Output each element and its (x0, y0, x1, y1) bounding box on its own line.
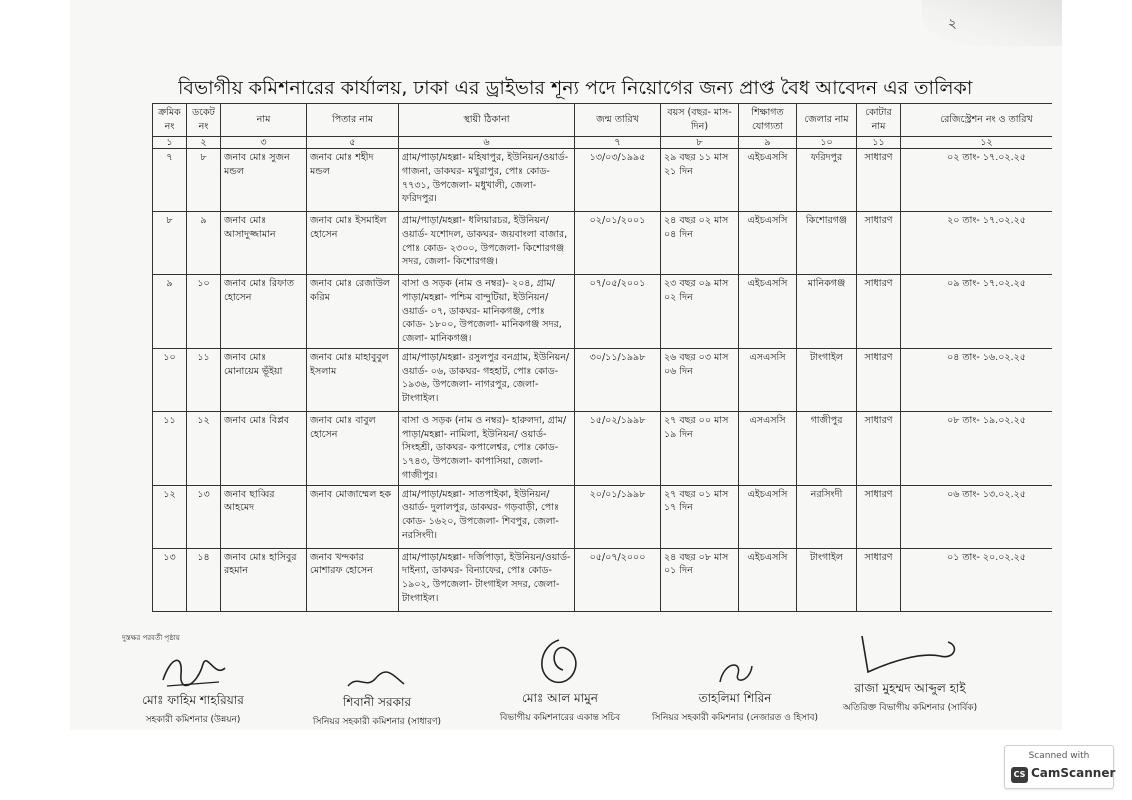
cell-quota: সাধারণ (857, 548, 901, 611)
signatory-role: সিনিয়র সহকারী কমিশনার (সাধারণ) (312, 717, 442, 727)
cell-registration: ০৮ তাং- ১৯.০২.২৫ (901, 411, 1053, 485)
cell-quota: সাধারণ (857, 411, 901, 485)
cell-name: জনাব মোঃ বিপ্লব (221, 411, 307, 485)
table-row (153, 548, 1053, 611)
header-name: নাম (221, 104, 307, 137)
cell-father: জনাব মোঃ রেজাউল করিম (307, 275, 399, 349)
cell-father: জনাব মোঃ বাবুল হোসেন (307, 411, 399, 485)
cell-dob: ৩০/১১/১৯৯৮ (575, 348, 661, 411)
camscanner-badge (1004, 745, 1114, 789)
cell-serial: ১০ (153, 348, 187, 411)
cell-quota: সাধারণ (857, 348, 901, 411)
cell-dob: ১৫/০২/১৯৯৮ (575, 411, 661, 485)
cell-docket: ৯ (187, 212, 221, 275)
signatory-role: অতিরিক্ত বিভাগীয় কমিশনার (সার্বিক) (842, 703, 978, 713)
applicant-table-wrapper (152, 103, 1052, 625)
header-address: স্থায়ী ঠিকানা (399, 104, 575, 137)
column-number: ১ (153, 137, 187, 149)
table-row (153, 149, 1053, 212)
cell-docket: ১১ (187, 348, 221, 411)
signatory-name: মোঃ ফাহিম শাহরিয়ার (142, 693, 244, 707)
cell-dob: ২০/০১/১৯৯৮ (575, 485, 661, 548)
handwritten-signature-5 (850, 632, 970, 678)
column-number: ৯ (739, 137, 797, 149)
cell-age: ২৪ বছর ০২ মাস ০৪ দিন (661, 212, 739, 275)
cell-registration: ০২ তাং- ১৭.০২.২৫ (901, 149, 1053, 212)
cell-father: জনাব মোঃ শহীদ মন্ডল (307, 149, 399, 212)
cell-serial: ১১ (153, 411, 187, 485)
cell-district: নরসিংদী (797, 485, 857, 548)
header-registration: রেজিস্ট্রেশন নং ও তারিখ (901, 104, 1053, 137)
column-number (901, 137, 1053, 149)
column-number: ৫ (307, 137, 399, 149)
cell-address: গ্রাম/পাড়া/মহল্লা- মহিষাপুর, ইউনিয়ন/ওয়ার্ড- গাজনা, ডাকঘর- মথুরাপুর, পোঃ কোড- ৭৭৩১, উপজেলা- মধুখালী, জেলা- ফরিদপুর। (399, 149, 575, 212)
cell-address: গ্রাম/পাড়া/মহল্লা- ধলিয়ারচর, ইউনিয়ন/ ওয়ার্ড- যশোদল, ডাকঘর- জয়বাংলা বাজার, পোঃ কোড- ২৩০০, উপজেলা- কিশোরগঞ্জ সদর, জেলা- কিশোরগঞ্জ। (399, 212, 575, 275)
signatory-role: সহকারী কমিশনার (উন্নয়ন) (145, 715, 241, 725)
cell-district: মানিকগঞ্জ (797, 275, 857, 349)
cell-age: ২৭ বছর ০০ মাস ১৯ দিন (661, 411, 739, 485)
cell-age: ২৬ বছর ০৩ মাস ০৬ দিন (661, 348, 739, 411)
cell-education: এইচএসসি (739, 149, 797, 212)
signature-area (70, 630, 1062, 730)
cell-dob: ০৫/০৭/২০০০ (575, 548, 661, 611)
cell-registration: ০৬ তাং- ১৩.০২.২৫ (901, 485, 1053, 548)
cell-address: বাসা ও সড়ক (নাম ও নম্বর)- ২০৪, গ্রাম/পাড়া/মহল্লা- পশ্চিম বান্দুটিয়া, ইউনিয়ন/ওয়ার্ড- ০৭, ডাকঘর- মানিকগঞ্জ, পোঃ কোড- ১৮০০, উপজেলা- মানিকগঞ্জ সদর, জেলা- মানিকগঞ্জ। (399, 275, 575, 349)
header-father: পিতার নাম (307, 104, 399, 137)
badge-caption: Scanned with (1028, 751, 1090, 761)
cell-dob: ১৩/০৩/১৯৯৫ (575, 149, 661, 212)
header-age: বয়স (বছর- মাস- দিন) (661, 104, 739, 137)
cell-docket: ১০ (187, 275, 221, 349)
cell-district: গাজীপুর (797, 411, 857, 485)
handwritten-signature-4 (710, 656, 760, 688)
cell-age: ২৭ বছর ০১ মাস ১৭ দিন (661, 485, 739, 548)
cell-name: জনাব মোঃ হাসিবুর রহমান (221, 548, 307, 611)
header-dob: জন্ম তারিখ (575, 104, 661, 137)
cell-registration: ০১ তাং- ২০.০২.২৫ (901, 548, 1053, 611)
cell-serial: ১৩ (153, 548, 187, 611)
signature-block-1 (118, 648, 268, 727)
column-number-11: ১২ (980, 137, 993, 148)
cell-father: জনাব খন্দকার মোশারফ হোসেন (307, 548, 399, 611)
document-title: বিভাগীয় কমিশনারের কার্যালয়, ঢাকা এর ড্রাইভার শূন্য পদে নিয়োগের জন্য প্রাপ্ত বৈধ আবেদন এর তালিকা (178, 77, 973, 99)
applicant-rows (153, 149, 1053, 612)
header-docket: ডকেট নং (187, 104, 221, 137)
camscanner-logo-icon: CS (1011, 767, 1028, 783)
column-number: ৮ (661, 137, 739, 149)
handwritten-signature-1 (153, 648, 233, 690)
cell-district: টাংগাইল (797, 548, 857, 611)
cell-quota: সাধারণ (857, 149, 901, 212)
header-serial: ক্রমিক নং (153, 104, 187, 137)
cell-address: বাসা ও সড়ক (নাম ও নম্বর)- হারুলদা, গ্রাম/পাড়া/মহল্লা- নামিলা, ইউনিয়ন/ ওয়ার্ড- সিংহশ্রী, ডাকঘর- কপালেশ্বর, পোঃ কোড- ১৭৪৩, উপজেলা- কাপাসিয়া, জেলা- গাজীপুর। (399, 411, 575, 485)
cell-docket: ১৪ (187, 548, 221, 611)
cell-registration: ২০ তাং- ১৭.০২.২৫ (901, 212, 1053, 275)
cell-education: এসএসসি (739, 348, 797, 411)
cell-age: ২৯ বছর ১১ মাস ২১ দিন (661, 149, 739, 212)
cell-name: জনাব মোঃ রিফাত হোসেন (221, 275, 307, 349)
cell-address: গ্রাম/পাড়া/মহল্লা- রসুলপুর বনগ্রাম, ইউনিয়ন/ ওয়ার্ড- ০৬, ডাকঘর- গহহাট, পোঃ কোড- ১৯৩৬, উপজেলা- নাগরপুর, জেলা- টাংগাইল। (399, 348, 575, 411)
cell-dob: ০৭/০৫/২০০১ (575, 275, 661, 349)
seal-note: দুস্তক্ষর পরবর্তী পৃষ্ঠায় (122, 634, 180, 642)
column-number: ১১ (857, 137, 901, 149)
cell-age: ২৩ বছর ০৯ মাস ০২ দিন (661, 275, 739, 349)
cell-father: জনাব মোঃ ইসমাইল হোসেন (307, 212, 399, 275)
cell-address: গ্রাম/পাড়া/মহল্লা- দর্জিপাড়া, ইউনিয়ন/ওয়ার্ড- দাইন্যা, ডাকঘর- বিন্যাফের, পোঃ কোড- ১৯০২, উপজেলা- টাংগাইল সদর, জেলা- টাংগাইল। (399, 548, 575, 611)
table-header-row (153, 104, 1053, 137)
table-row (153, 212, 1053, 275)
cell-district: টাংগাইল (797, 348, 857, 411)
cell-name: জনাব ছাব্বির আহমেদ (221, 485, 307, 548)
cell-quota: সাধারণ (857, 275, 901, 349)
signature-block-3 (470, 636, 650, 725)
cell-education: এসএসসি (739, 411, 797, 485)
signature-block-4 (650, 656, 820, 725)
column-number-row (153, 137, 1053, 149)
cell-education: এইচএসসি (739, 485, 797, 548)
signatory-role: সিনিয়র সহকারী কমিশনার (নেজারত ও হিসাব) (651, 713, 819, 723)
cell-docket: ৮ (187, 149, 221, 212)
cell-quota: সাধারণ (857, 212, 901, 275)
header-quota: কোটার নাম (857, 104, 901, 137)
cell-docket: ১২ (187, 411, 221, 485)
cell-education: এইচএসসি (739, 212, 797, 275)
table-row (153, 411, 1053, 485)
cell-name: জনাব মোঃ মোনায়েম ভূঁইয়া (221, 348, 307, 411)
cell-quota: সাধারণ (857, 485, 901, 548)
table-row (153, 348, 1053, 411)
header-district: জেলার নাম (797, 104, 857, 137)
cell-serial: ৮ (153, 212, 187, 275)
badge-app-name: CamScanner (1031, 766, 1116, 780)
header-education: শিক্ষাগত যোগ্যতা (739, 104, 797, 137)
cell-registration: ০৪ তাং- ১৬.০২.২৫ (901, 348, 1053, 411)
cell-serial: ৭ (153, 149, 187, 212)
cell-serial: ১২ (153, 485, 187, 548)
signatory-name: তাহলিমা শিরিন (698, 691, 772, 705)
cell-education: এইচএসসি (739, 275, 797, 349)
column-number: ৬ (399, 137, 575, 149)
cell-education: এইচএসসি (739, 548, 797, 611)
cell-father: জনাব মোঃ মাহাবুবুল ইসলাম (307, 348, 399, 411)
cell-name: জনাব মোঃ আসাদুজ্জামান (221, 212, 307, 275)
cell-dob: ০২/০১/২০০১ (575, 212, 661, 275)
column-number: ২ (187, 137, 221, 149)
table-row (153, 485, 1053, 548)
column-number: ১০ (797, 137, 857, 149)
cell-docket: ১৩ (187, 485, 221, 548)
cell-district: কিশোরগঞ্জ (797, 212, 857, 275)
cell-serial: ৯ (153, 275, 187, 349)
signatory-name: রাজা মুহম্মদ আব্দুল হাই (854, 681, 966, 695)
signatory-role: বিভাগীয় কমিশনারের একান্ত সচিব (499, 713, 621, 723)
page-curl (922, 0, 1062, 46)
signatory-name: মোঃ আল মামুন (522, 691, 598, 705)
cell-registration: ০৯ তাং- ১৭.০২.২৫ (901, 275, 1053, 349)
handwritten-signature-3 (525, 636, 595, 688)
table-row (153, 275, 1053, 349)
scanned-page (70, 0, 1062, 730)
handwritten-signature-2 (342, 670, 412, 692)
cell-district: ফরিদপুর (797, 149, 857, 212)
cell-address: গ্রাম/পাড়া/মহল্লা- সাতপাইকা, ইউনিয়ন/ওয়ার্ড- দুলালপুর, ডাকঘর- গড়বাড়ী, পোঃ কোড- ১৬২০, উপজেলা- শিবপুর, জেলা- নরসিংদী। (399, 485, 575, 548)
signature-block-5 (810, 632, 1010, 715)
signatory-name: শিবানী সরকার (342, 695, 412, 709)
cell-father: জনাব মোজাম্মেল হক (307, 485, 399, 548)
page-curl-mark: ২ (947, 16, 957, 32)
signature-block-2 (292, 670, 462, 729)
applicant-table (152, 103, 1052, 612)
column-number: ৩ (221, 137, 307, 149)
cell-name: জনাব মোঃ সুজন মন্ডল (221, 149, 307, 212)
column-number: ৭ (575, 137, 661, 149)
cell-age: ২৪ বছর ০৮ মাস ০১ দিন (661, 548, 739, 611)
